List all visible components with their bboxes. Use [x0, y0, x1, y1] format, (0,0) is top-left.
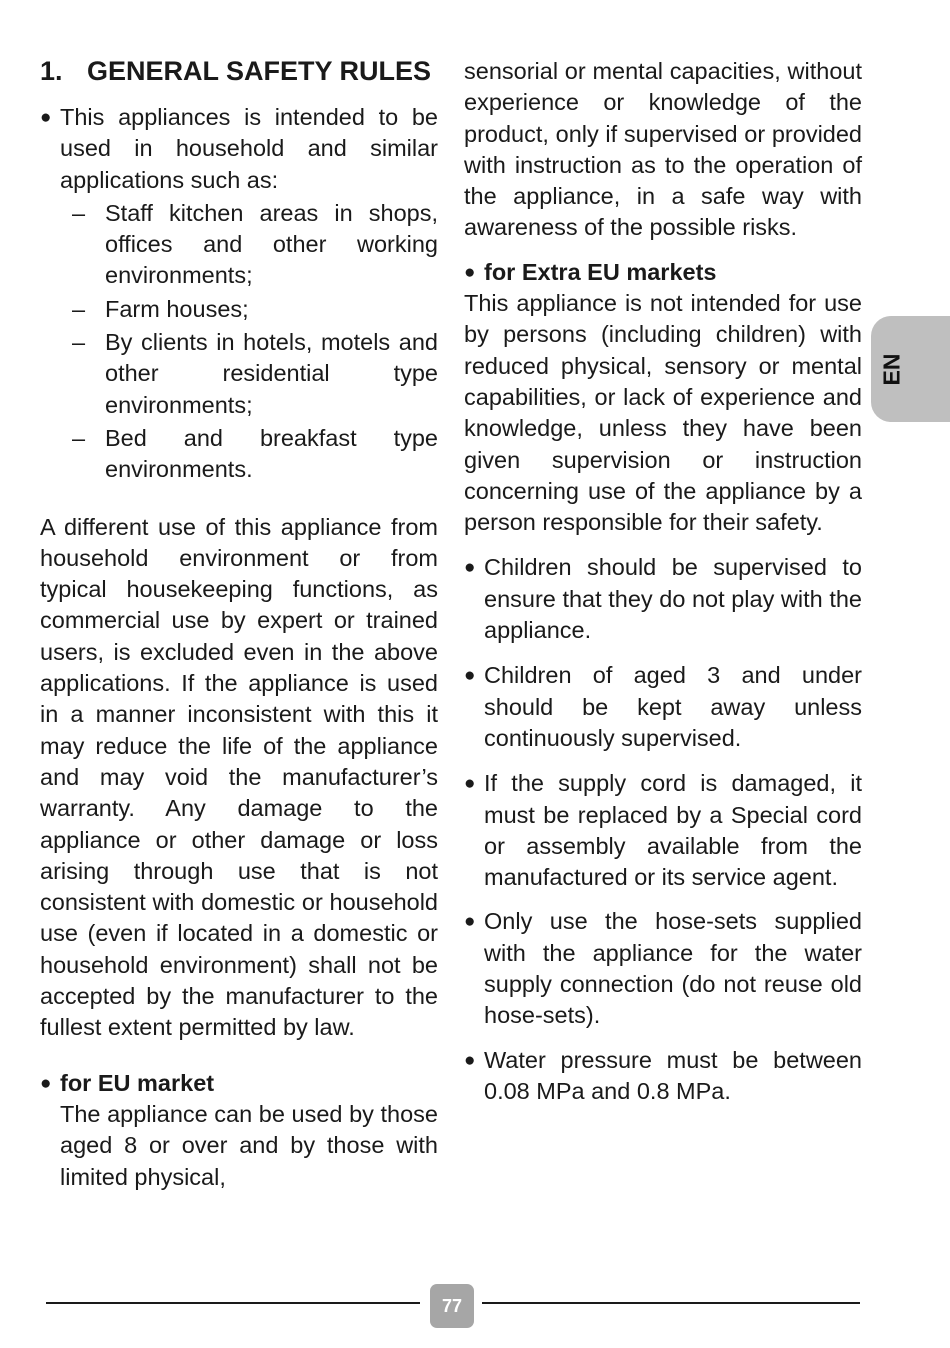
- bullet-icon: ●: [464, 1049, 476, 1071]
- dash-icon: –: [72, 295, 86, 322]
- dash-icon: –: [72, 199, 86, 226]
- list-item: [60, 423, 438, 486]
- bullet-icon: ●: [40, 1072, 52, 1094]
- eu-market-heading: for EU market: [60, 1069, 215, 1096]
- language-label: EN: [878, 353, 905, 385]
- list-item-text: By clients in hotels, motels and other residential type environments;: [105, 329, 438, 418]
- bullet-icon: ●: [464, 557, 476, 579]
- list-item: [464, 1045, 862, 1108]
- bullet-text: Only use the hose-sets supplied with the appliance for the water supply connection (do not reuse old hose-sets).: [484, 908, 862, 1029]
- bullet-icon: ●: [464, 911, 476, 933]
- footer-rule-right: [482, 1302, 860, 1304]
- list-item: [464, 768, 862, 893]
- left-column: [40, 54, 438, 1193]
- bullet-icon: ●: [464, 773, 476, 795]
- footer-rule-left: [46, 1302, 420, 1304]
- bullet-icon: ●: [40, 107, 52, 128]
- intro-bullet: [40, 102, 438, 488]
- dash-icon: –: [72, 329, 86, 356]
- right-column: [464, 56, 862, 1107]
- dash-icon: –: [72, 424, 86, 451]
- language-tab: [871, 316, 950, 422]
- extra-eu-bullet: [464, 257, 862, 288]
- usage-list: [60, 198, 438, 486]
- continuation-text: sensorial or mental capacities, without experience or knowledge of the product, only if supervised or provided with instruction as to the operation of the appliance, in a safe way with awareness of the possible risks.: [464, 58, 862, 241]
- list-item: [60, 327, 438, 421]
- bullet-icon: ●: [464, 261, 476, 283]
- section-title: GENERAL SAFETY RULES: [87, 56, 432, 86]
- list-item-text: Bed and breakfast type environments.: [105, 424, 438, 483]
- page-number: 77: [430, 1284, 474, 1328]
- list-item: [60, 198, 438, 292]
- section-number: 1.: [40, 56, 63, 86]
- extra-eu-heading: for Extra EU markets: [484, 258, 717, 285]
- usage-paragraph: A different use of this appliance from household environment or from typical housekeeping functions, as commercial use by expert or trained users, is excluded even in the above applications. If the appliance is used in a manner inconsistent with this it may reduce the life of the appliance and may void the manufacturer’s warranty. Any damage to the appliance or other damage or loss arising through use that is not consistent with domestic or household use (even if located in a domestic or household environment) shall not be accepted by the manufacturer to the fullest extent permitted by law.: [40, 513, 438, 1041]
- bullet-text: Children of aged 3 and under should be kept away unless continuously supervised.: [484, 662, 862, 751]
- list-item-text: Farm houses;: [105, 295, 249, 322]
- bullet-text: Children should be supervised to ensure that they do not play with the appliance.: [484, 554, 862, 644]
- list-item: [464, 552, 862, 646]
- list-item-text: Staff kitchen areas in shops, offices and other working environments;: [105, 199, 438, 289]
- list-item: [464, 906, 862, 1031]
- intro-text: This appliances is intended to be used in household and similar applications such as:: [60, 104, 438, 193]
- eu-market-bullet: [40, 1068, 438, 1193]
- extra-eu-text: This appliance is not intended for use by persons (including children) with reduced physical, sensory or mental capabilities, or lack of experience and knowledge, unless they have been given supervision or instruction concerning use of the appliance by a person responsible for their safety.: [464, 290, 862, 536]
- bullet-text: If the supply cord is damaged, it must be replaced by a Special cord or assembly available from the manufactured or its service agent.: [484, 770, 862, 891]
- bullet-text: Water pressure must be between 0.08 MPa and 0.8 MPa.: [484, 1046, 862, 1104]
- eu-market-text: The appliance can be used by those aged 8 or over and by those with limited physical,: [60, 1100, 438, 1190]
- list-item: [60, 294, 438, 325]
- bullet-icon: ●: [464, 665, 476, 687]
- section-heading: [40, 54, 438, 88]
- list-item: [464, 660, 862, 754]
